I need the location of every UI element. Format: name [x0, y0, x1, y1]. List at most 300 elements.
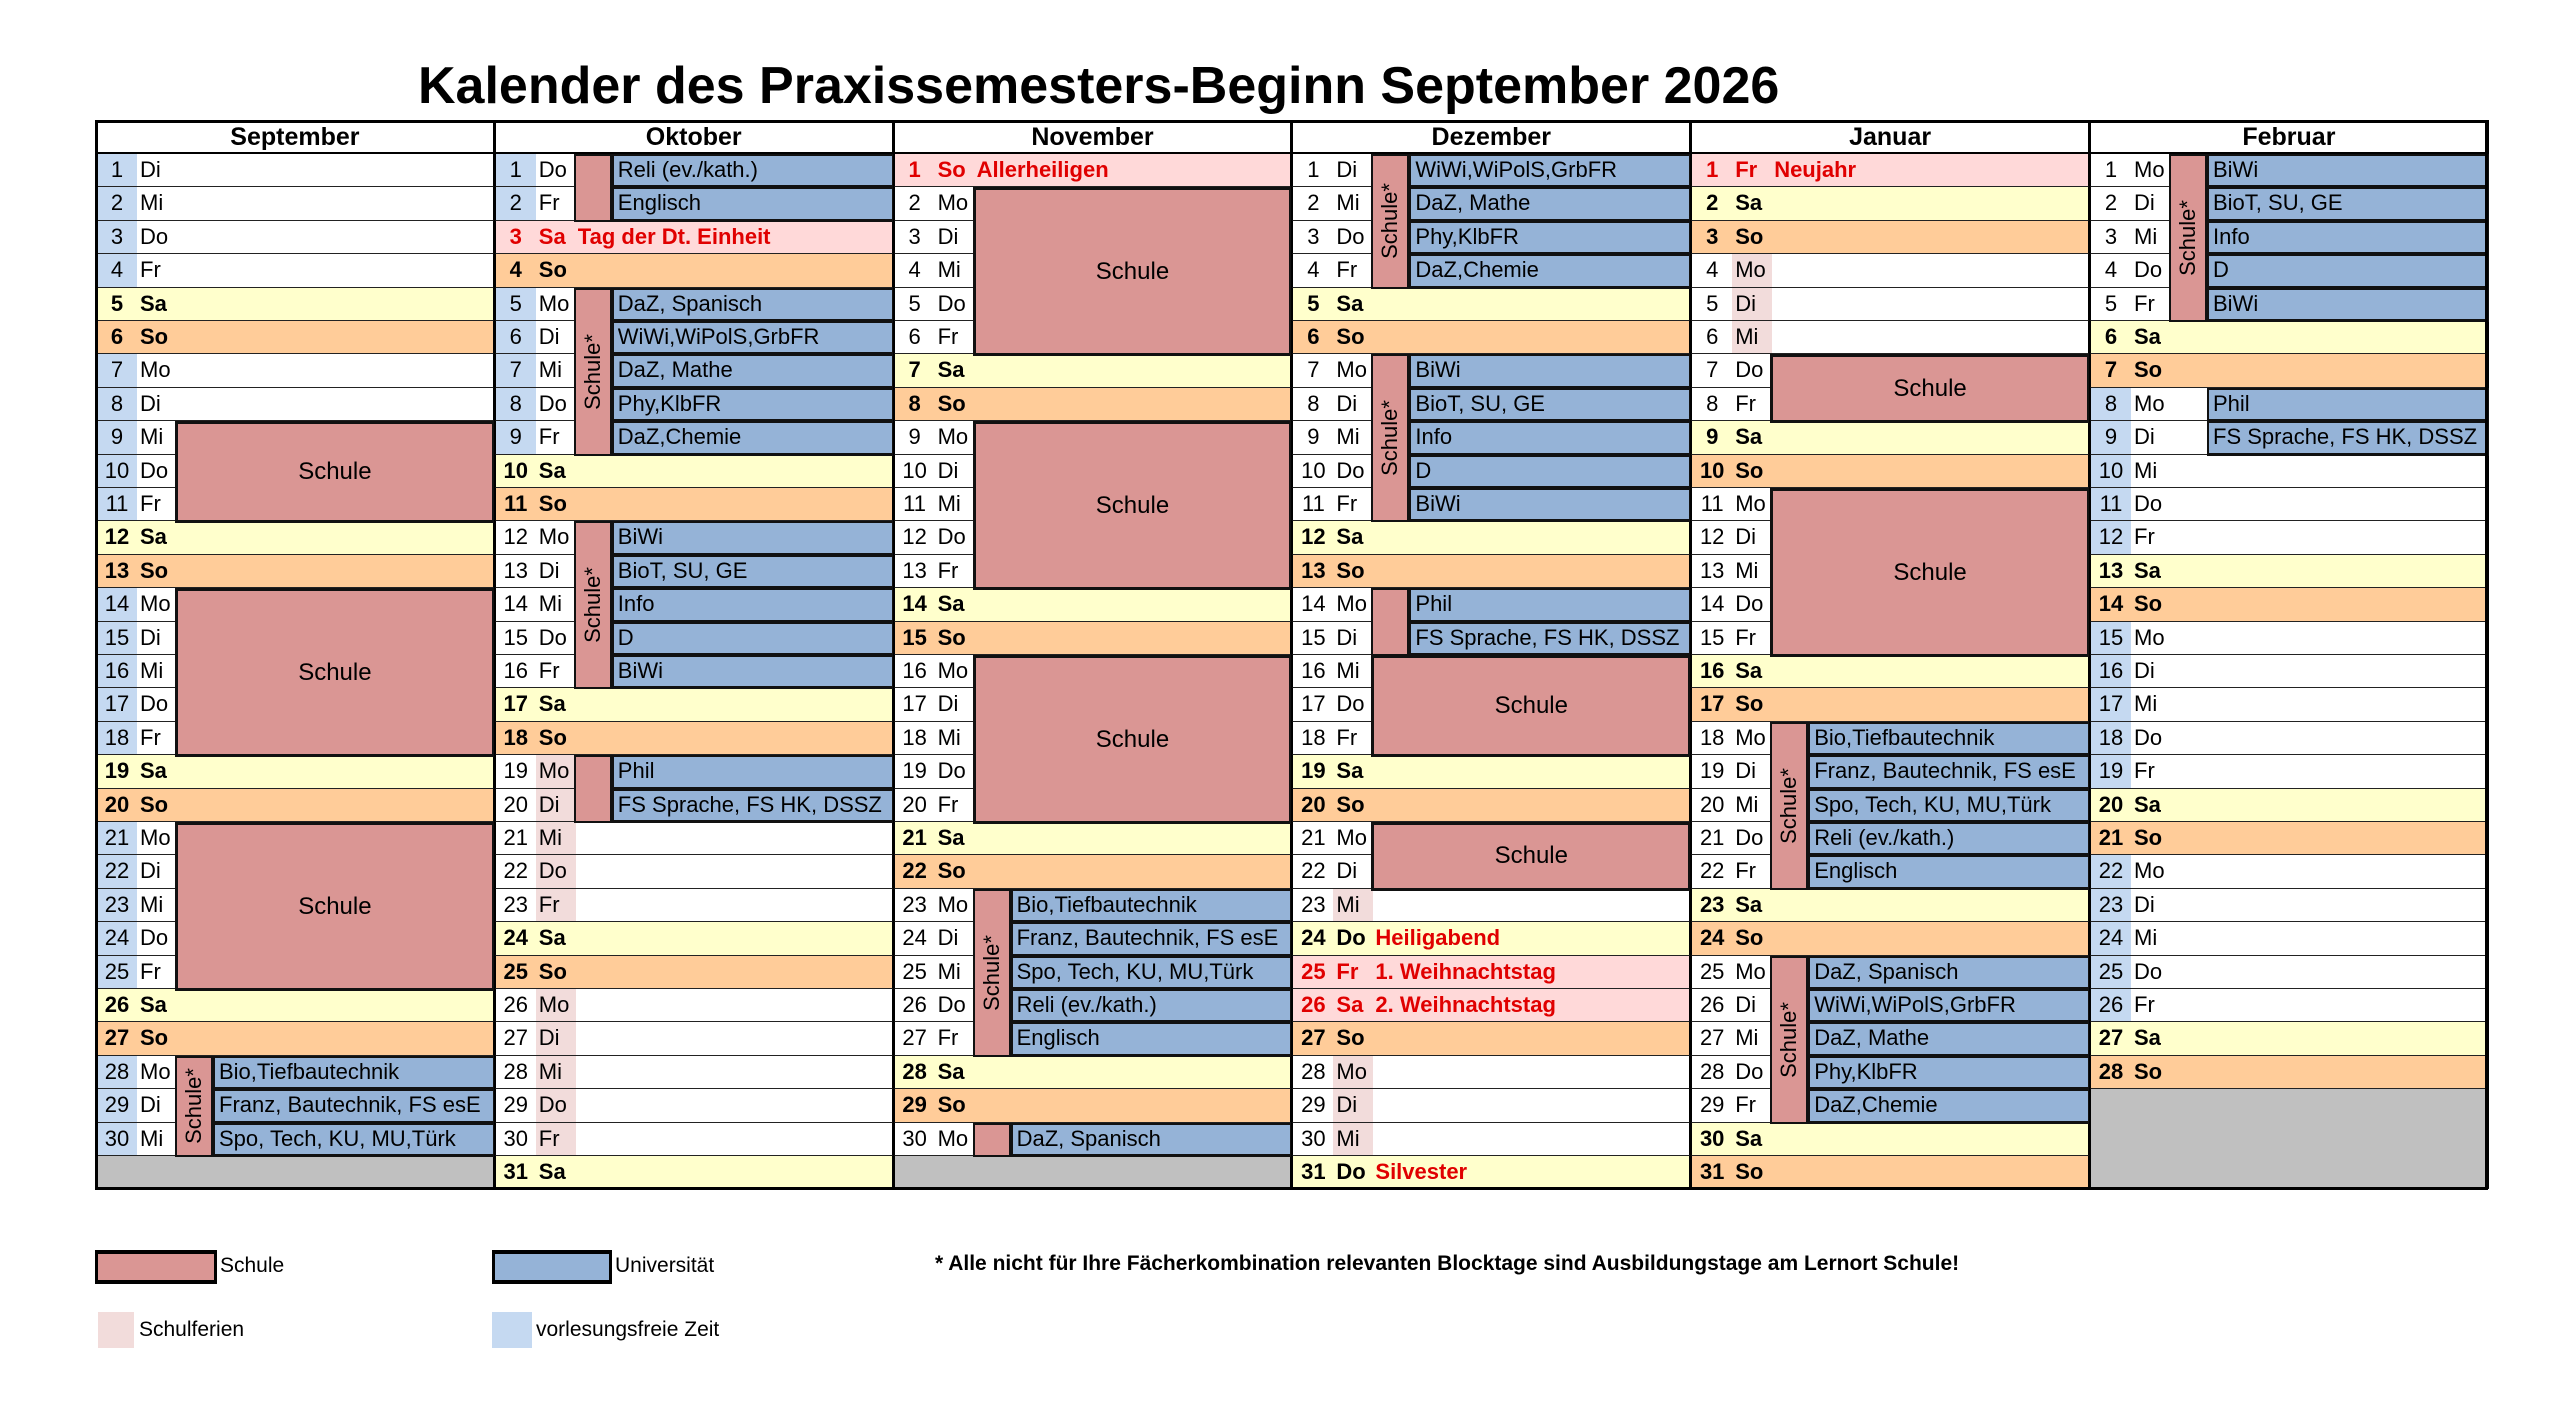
weekday: So [2134, 591, 2163, 617]
day-number: 24 [97, 922, 137, 954]
schule-block [175, 588, 495, 757]
day-number: 17 [97, 688, 137, 720]
day-number: 25 [97, 956, 137, 988]
schule-block-label: Schule [1095, 725, 1170, 753]
day-number: 11 [1692, 488, 1732, 520]
day-number: 31 [1301, 1159, 1326, 1184]
day-number: 22 [97, 855, 137, 887]
weekday: Di [1336, 157, 1358, 182]
weekday: So [2134, 825, 2163, 850]
legend-schulferien-swatch [98, 1312, 134, 1348]
day-number: 13 [895, 555, 935, 587]
weekday: Di [937, 925, 959, 951]
weekday: Sa [538, 223, 566, 249]
universitaet-block: Info [1409, 421, 1691, 455]
weekday: Di [1333, 1089, 1373, 1121]
weekday: Sa [2134, 1025, 2161, 1051]
day-row [2089, 822, 2489, 856]
day-number: 24 [1699, 925, 1725, 951]
holiday-label: Silvester [1375, 1159, 1468, 1184]
day-number: 6 [1307, 324, 1320, 349]
day-row [1690, 221, 2090, 255]
weekday: Mo [140, 825, 171, 850]
day-number: 12 [2091, 521, 2131, 553]
universitaet-block: Englisch [612, 187, 894, 221]
weekday: Mi [538, 357, 563, 383]
day-number: 14 [1293, 588, 1333, 620]
day-row [893, 588, 1293, 622]
day-number: 29 [1293, 1089, 1333, 1121]
day-number: 9 [895, 421, 935, 453]
day-number: 12 [1692, 521, 1732, 553]
day-row [2089, 1056, 2489, 1090]
schule-strip-label: Schule* [2175, 200, 2200, 276]
day-row [1690, 154, 2090, 188]
day-number: 20 [1692, 789, 1732, 821]
day-row [95, 521, 495, 555]
weekday: Do [140, 457, 169, 483]
day-number: 9 [97, 421, 137, 453]
weekday: Do [1735, 591, 1764, 617]
month-header-september: September [95, 120, 495, 154]
schule-strip [574, 521, 612, 689]
month-header-oktober: Oktober [494, 120, 894, 154]
weekday: Di [2134, 190, 2155, 216]
universitaet-block: DaZ, Mathe [1409, 187, 1691, 221]
weekday: Mo [536, 989, 576, 1021]
empty-days [95, 1156, 495, 1189]
universitaet-block: DaZ, Mathe [1808, 1022, 2090, 1056]
weekday: Do [140, 691, 169, 717]
day-number: 19 [895, 755, 935, 787]
weekday: Mi [140, 190, 164, 216]
day-number: 14 [496, 588, 536, 620]
day-number: 30 [895, 1123, 935, 1155]
day-number: 15 [902, 624, 927, 650]
day-row [1690, 1156, 2090, 1190]
day-number: 20 [1301, 791, 1326, 817]
weekday: Do [538, 624, 567, 650]
schule-block-label: Schule [298, 458, 372, 486]
weekday: Mi [2134, 457, 2158, 483]
weekday: Do [140, 925, 169, 951]
day-row [1291, 956, 1691, 990]
schule-block [175, 822, 495, 991]
schule-block-label: Schule [298, 892, 372, 920]
weekday: So [1735, 925, 1764, 951]
day-number: 16 [97, 655, 137, 687]
weekday: Do [937, 290, 966, 316]
weekday: Mo [1336, 357, 1367, 383]
month-header-november: November [893, 120, 1293, 154]
universitaet-block: Bio,Tiefbautechnik [1808, 722, 2090, 756]
weekday: Do [536, 1089, 576, 1121]
schule-block-label: Schule [1494, 842, 1568, 870]
day-number: 4 [509, 257, 522, 283]
day-number: 15 [2091, 622, 2131, 654]
schule-block-label: Schule [1095, 491, 1170, 519]
weekday: Do [2134, 958, 2163, 984]
weekday: Fr [140, 491, 161, 516]
universitaet-block: BiWi [1409, 354, 1691, 388]
weekday: Mi [1333, 1123, 1373, 1155]
day-number: 19 [104, 758, 130, 784]
weekday: Mo [1735, 958, 1766, 984]
weekday: Sa [538, 925, 566, 951]
weekday: Fr [2134, 290, 2155, 316]
day-number: 26 [104, 992, 130, 1017]
weekday: So [538, 491, 567, 516]
weekday: Di [1732, 288, 1772, 320]
weekday: Sa [1735, 190, 1763, 216]
day-row [1291, 521, 1691, 555]
weekday: Fr [140, 724, 161, 750]
weekday: Mi [536, 822, 576, 854]
weekday: Mi [1732, 321, 1772, 353]
weekday: Di [140, 157, 161, 182]
day-row [1291, 1022, 1691, 1056]
schule-strip [574, 288, 612, 456]
weekday: So [140, 1025, 169, 1051]
day-number: 21 [2098, 825, 2124, 850]
weekday: Do [937, 758, 966, 784]
day-row [95, 221, 495, 255]
day-row [1291, 989, 1691, 1023]
day-row [2089, 956, 2489, 990]
weekday: Mi [937, 491, 961, 516]
universitaet-block: Spo, Tech, KU, MU,Türk [1011, 956, 1293, 990]
universitaet-block: Spo, Tech, KU, MU,Türk [213, 1123, 495, 1157]
day-number: 16 [895, 655, 935, 687]
day-number: 15 [1692, 622, 1732, 654]
weekday: Do [1336, 691, 1365, 717]
weekday: Do [538, 390, 567, 416]
day-number: 29 [97, 1089, 137, 1121]
weekday: Di [937, 223, 959, 249]
day-row [95, 989, 495, 1023]
schule-block-label: Schule [1095, 257, 1170, 285]
weekday: Do [140, 223, 169, 249]
day-number: 2 [1706, 190, 1719, 216]
day-row [95, 187, 495, 221]
day-number: 26 [496, 989, 536, 1021]
universitaet-block: BiWi [2207, 288, 2489, 322]
universitaet-block: FS Sprache, FS HK, DSSZ [1409, 622, 1691, 656]
universitaet-block: D [2207, 254, 2489, 288]
schule-block [175, 421, 495, 523]
weekday: Di [1336, 858, 1358, 884]
schule-strip-label: Schule* [1377, 400, 1403, 477]
schule-strip [175, 1056, 213, 1157]
day-number: 11 [97, 488, 137, 520]
weekday: Mo [937, 1125, 969, 1151]
day-row [893, 1056, 1293, 1090]
weekday: Di [1735, 992, 1756, 1017]
day-number: 2 [97, 187, 137, 219]
day-number: 26 [2091, 989, 2131, 1021]
day-number: 8 [496, 388, 536, 420]
weekday: So [1336, 791, 1365, 817]
day-row [494, 1156, 894, 1190]
day-row [494, 989, 894, 1023]
day-row [494, 956, 894, 990]
weekday: Sa [937, 825, 965, 850]
schule-strip [1770, 956, 1808, 1124]
day-row [95, 755, 495, 789]
day-number: 1 [2091, 154, 2131, 186]
day-number: 13 [1692, 555, 1732, 587]
day-number: 6 [110, 324, 124, 349]
day-row [95, 388, 495, 422]
day-row [893, 1089, 1293, 1123]
schule-block [973, 421, 1293, 590]
weekday: Di [1336, 390, 1358, 416]
day-row [1690, 1123, 2090, 1157]
day-number: 18 [1692, 722, 1732, 754]
day-number: 30 [1699, 1125, 1725, 1151]
weekday: Sa [140, 524, 167, 550]
universitaet-block: DaZ, Mathe [612, 354, 894, 388]
holiday-label: Tag der Dt. Einheit [577, 223, 771, 249]
weekday: Di [1735, 524, 1756, 550]
day-number: 1 [908, 157, 921, 182]
universitaet-block: DaZ,Chemie [1808, 1089, 2090, 1123]
schule-strip [1371, 154, 1409, 289]
weekday: Fr [1735, 390, 1756, 416]
day-number: 8 [2091, 388, 2131, 420]
day-number: 3 [509, 223, 522, 249]
day-row [2089, 588, 2489, 622]
weekday: Di [536, 789, 576, 821]
universitaet-block: D [1409, 455, 1691, 489]
weekday: Do [1336, 1159, 1366, 1184]
universitaet-block: Phil [612, 755, 894, 789]
day-row [2089, 722, 2489, 756]
day-number: 10 [97, 455, 137, 487]
month-header-februar: Februar [2089, 120, 2489, 154]
day-number: 11 [1293, 488, 1333, 520]
weekday: Fr [2134, 758, 2155, 784]
weekday: Sa [1735, 1125, 1763, 1151]
day-row [95, 254, 495, 288]
day-number: 27 [1301, 1025, 1326, 1051]
day-number: 28 [97, 1056, 137, 1088]
day-number: 9 [2091, 421, 2131, 453]
schule-strip-label: Schule* [1776, 767, 1802, 844]
weekday: Di [140, 624, 161, 650]
weekday: So [140, 791, 169, 817]
weekday: So [937, 1092, 966, 1118]
day-row [1291, 922, 1691, 956]
day-number: 29 [1692, 1089, 1732, 1121]
universitaet-block: DaZ,Chemie [612, 421, 894, 455]
universitaet-block: BiWi [2207, 154, 2489, 188]
day-number: 4 [1692, 254, 1732, 286]
day-number: 10 [2091, 455, 2131, 487]
weekday: So [2134, 1058, 2163, 1084]
day-number: 17 [2091, 688, 2131, 720]
weekday: Sa [2134, 791, 2161, 817]
weekday: So [2134, 357, 2163, 383]
day-row [1690, 187, 2090, 221]
weekday: Fr [538, 658, 560, 683]
weekday: Do [1735, 1058, 1764, 1084]
day-number: 26 [1692, 989, 1732, 1021]
schule-strip [973, 889, 1011, 1057]
legend-universitaet-swatch [492, 1250, 612, 1284]
day-row [1291, 755, 1691, 789]
weekday: Fr [1336, 257, 1358, 283]
schule-strip [574, 154, 612, 222]
day-row [2089, 455, 2489, 489]
weekday: Mi [140, 658, 164, 683]
weekday: Di [140, 390, 161, 416]
universitaet-block: Franz, Bautechnik, FS esE [1808, 755, 2090, 789]
day-number: 25 [895, 956, 935, 988]
schule-strip [574, 755, 612, 823]
day-row [2089, 688, 2489, 722]
weekday: Do [937, 524, 966, 550]
day-row [494, 855, 894, 889]
weekday: Mo [937, 658, 969, 683]
day-number: 18 [2091, 722, 2131, 754]
day-number: 2 [2091, 187, 2131, 219]
day-number: 13 [496, 555, 536, 587]
day-row [1291, 321, 1691, 355]
day-number: 24 [2091, 922, 2131, 954]
holiday-label: Heiligabend [1375, 925, 1501, 951]
day-row [95, 789, 495, 823]
universitaet-block: BioT, SU, GE [2207, 187, 2489, 221]
day-number: 6 [496, 321, 536, 353]
legend-universitaet-label: Universität [615, 1254, 715, 1277]
weekday: So [1735, 1159, 1764, 1184]
weekday: Sa [937, 1058, 965, 1084]
weekday: Mo [937, 891, 969, 917]
weekday: Fr [937, 324, 959, 349]
day-number: 21 [496, 822, 536, 854]
day-row [2089, 1022, 2489, 1056]
universitaet-block: Englisch [1011, 1022, 1293, 1056]
day-number: 13 [2098, 557, 2124, 583]
day-number: 24 [895, 922, 935, 954]
universitaet-block: WiWi,WiPolS,GrbFR [1409, 154, 1691, 188]
day-number: 23 [496, 889, 536, 921]
weekday: Mo [140, 1058, 171, 1084]
day-number: 28 [1692, 1056, 1732, 1088]
day-number: 15 [1293, 622, 1333, 654]
day-row [2089, 521, 2489, 555]
day-row [494, 1089, 894, 1123]
day-number: 22 [1692, 855, 1732, 887]
schule-strip [1371, 588, 1409, 656]
day-number: 21 [1692, 822, 1732, 854]
universitaet-block: Phil [2207, 388, 2489, 422]
weekday: Mi [2134, 691, 2158, 717]
weekday: Mi [1333, 889, 1373, 921]
universitaet-block: DaZ, Spanisch [1808, 956, 2090, 990]
day-number: 13 [104, 557, 130, 583]
day-row [494, 1056, 894, 1090]
day-number: 8 [908, 390, 921, 416]
weekday: So [937, 624, 966, 650]
day-row [2089, 922, 2489, 956]
day-number: 17 [895, 688, 935, 720]
weekday: Mi [140, 1125, 164, 1151]
universitaet-block: Reli (ev./kath.) [612, 154, 894, 188]
day-row [1690, 655, 2090, 689]
day-number: 12 [104, 524, 130, 550]
day-number: 12 [895, 521, 935, 553]
day-row [494, 688, 894, 722]
weekday: Sa [937, 591, 965, 617]
day-number: 22 [2091, 855, 2131, 887]
day-number: 12 [1301, 524, 1326, 550]
universitaet-block: BioT, SU, GE [1409, 388, 1691, 422]
weekday: Mo [937, 424, 969, 450]
day-number: 5 [1307, 290, 1320, 316]
day-row [95, 321, 495, 355]
weekday: Fr [1336, 491, 1358, 516]
day-number: 13 [1301, 557, 1326, 583]
day-number: 28 [2098, 1058, 2124, 1084]
weekday: Mo [2134, 624, 2165, 650]
day-number: 28 [496, 1056, 536, 1088]
universitaet-block: Spo, Tech, KU, MU,Türk [1808, 789, 2090, 823]
day-row [2089, 321, 2489, 355]
day-row [494, 889, 894, 923]
weekday: Mi [536, 1056, 576, 1088]
day-row [1690, 889, 2090, 923]
day-number: 26 [895, 989, 935, 1021]
schule-strip-label: Schule* [1776, 1001, 1802, 1078]
day-row [2089, 855, 2489, 889]
weekday: Mi [937, 257, 961, 283]
day-number: 10 [503, 457, 529, 483]
universitaet-block: Reli (ev./kath.) [1808, 822, 2090, 856]
day-row [893, 354, 1293, 388]
day-row [1291, 789, 1691, 823]
empty-days [893, 1156, 1293, 1189]
weekday: So [1735, 691, 1764, 717]
weekday: Mi [1336, 190, 1360, 216]
day-row [494, 254, 894, 288]
day-row [1690, 688, 2090, 722]
weekday: So [140, 557, 169, 583]
empty-days [2089, 1089, 2489, 1189]
weekday: Di [937, 691, 959, 717]
day-row [893, 622, 1293, 656]
day-number: 2 [895, 187, 935, 219]
day-row [2089, 889, 2489, 923]
legend-schule-label: Schule [220, 1254, 285, 1277]
universitaet-block: Phy,KlbFR [1808, 1056, 2090, 1090]
day-number: 27 [496, 1022, 536, 1054]
weekday: Di [1336, 624, 1358, 650]
day-number: 22 [496, 855, 536, 887]
weekday: Fr [937, 791, 959, 817]
day-number: 8 [1692, 388, 1732, 420]
weekday: Mo [140, 357, 171, 383]
legend-vorlesungsfrei-label: vorlesungsfreie Zeit [536, 1318, 720, 1341]
weekday: Do [2134, 257, 2163, 283]
day-number: 15 [496, 622, 536, 654]
day-row [2089, 488, 2489, 522]
universitaet-block: Reli (ev./kath.) [1011, 989, 1293, 1023]
weekday: Mo [1735, 491, 1766, 516]
schule-strip-label: Schule* [181, 1068, 206, 1145]
universitaet-block: BioT, SU, GE [612, 555, 894, 589]
